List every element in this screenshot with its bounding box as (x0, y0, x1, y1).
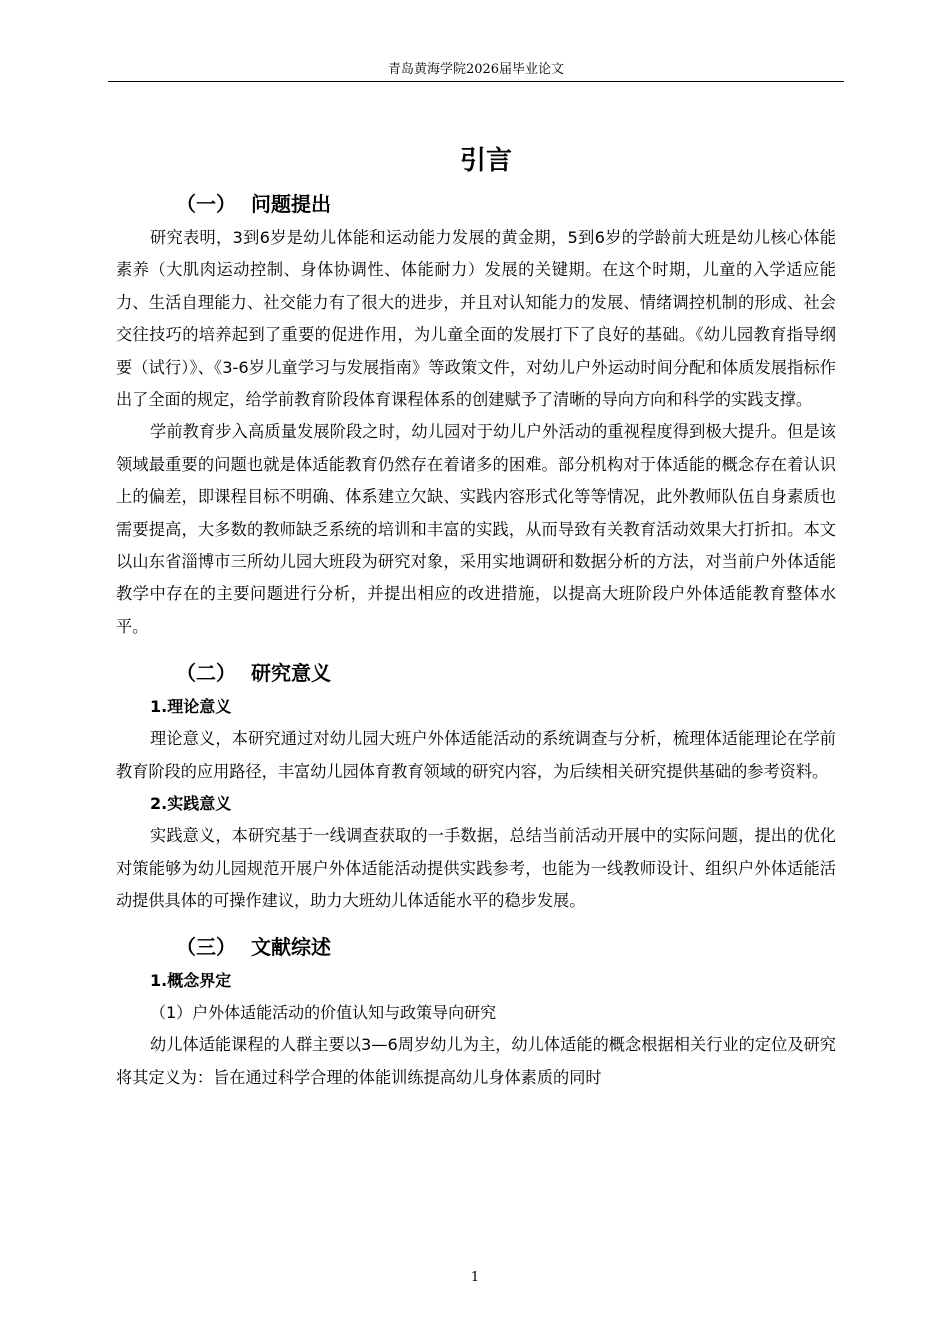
page-number: 1 (470, 1270, 480, 1285)
section-number: （二） (176, 661, 236, 686)
running-header: 青岛黄海学院2026届毕业论文 (108, 58, 844, 82)
paragraph: 实践意义，本研究基于一线调查获取的一手数据，总结当前活动开展中的实际问题，提出的优化对策能够为幼儿园规范开展户外体适能活动提供实践参考，也能为一线教师设计、组织户外体适能活动提供具体的可操作建议，助力大班幼儿体适能水平的稳步发展。 (116, 826, 836, 910)
page-content (116, 138, 836, 1094)
page-title: 引言 (459, 146, 512, 176)
subsection-heading: 1.理论意义 (150, 697, 232, 717)
section-number: （三） (176, 935, 236, 960)
subsection-heading: 1.概念界定 (150, 971, 232, 991)
paragraph: 理论意义，本研究通过对幼儿园大班户外体适能活动的系统调查与分析，梳理体适能理论在学前教育阶段的应用路径，丰富幼儿园体育教育领域的研究内容，为后续相关研究提供基础的参考资料。 (116, 729, 836, 781)
sub-subsection-heading: （1）户外体适能活动的价值认知与政策导向研究 (150, 1003, 497, 1023)
subsection-heading: 2.实践意义 (150, 794, 232, 814)
section-title: 研究意义 (251, 661, 331, 686)
paragraph: 研究表明，3到6岁是幼儿体能和运动能力发展的黄金期，5到6岁的学龄前大班是幼儿核心体能素养（大肌肉运动控制、身体协调性、体能耐力）发展的关键期。在这个时期，儿童的入学适应能力、生活自理能力、社交能力有了很大的进步，并且对认知能力的发展、情绪调控机制的形成、社会交往技巧的培养起到了重要的促进作用，为儿童全面的发展打下了良好的基础。《幼儿园教育指导纲要（试行）》、《3-6岁儿童学习与发展指南》等政策文件，对幼儿户外运动时间分配和体质发展指标作出了全面的规定，给学前教育阶段体育课程体系的创建赋予了清晰的导向方向和科学的实践支撑。 (116, 228, 836, 410)
section-heading-2 (116, 655, 836, 691)
section-number: （一） (176, 192, 236, 216)
section-heading-1 (116, 186, 836, 222)
section-heading-3 (116, 929, 836, 965)
paragraph: 幼儿体适能课程的人群主要以3—6周岁幼儿为主，幼儿体适能的概念根据相关行业的定位及研究将其定义为：旨在通过科学合理的体能训练提高幼儿身体素质的同时 (116, 1035, 836, 1087)
paragraph: 学前教育步入高质量发展阶段之时，幼儿园对于幼儿户外活动的重视程度得到极大提升。但是该领域最重要的问题也就是体适能教育仍然存在着诸多的困难。部分机构对于体适能的概念存在着认识上的偏差，即课程目标不明确、体系建立欠缺、实践内容形式化等等情况，此外教师队伍自身素质也需要提高，大多数的教师缺乏系统的培训和丰富的实践，从而导致有关教育活动效果大打折扣。本文以山东省淄博市三所幼儿园大班段为研究对象，采用实地调研和数据分析的方法，对当前户外体适能教学中存在的主要问题进行分析，并提出相应的改进措施，以提高大班阶段户外体适能教育整体水平。 (116, 422, 836, 636)
section-title: 文献综述 (251, 935, 331, 960)
section-title: 问题提出 (251, 192, 331, 216)
